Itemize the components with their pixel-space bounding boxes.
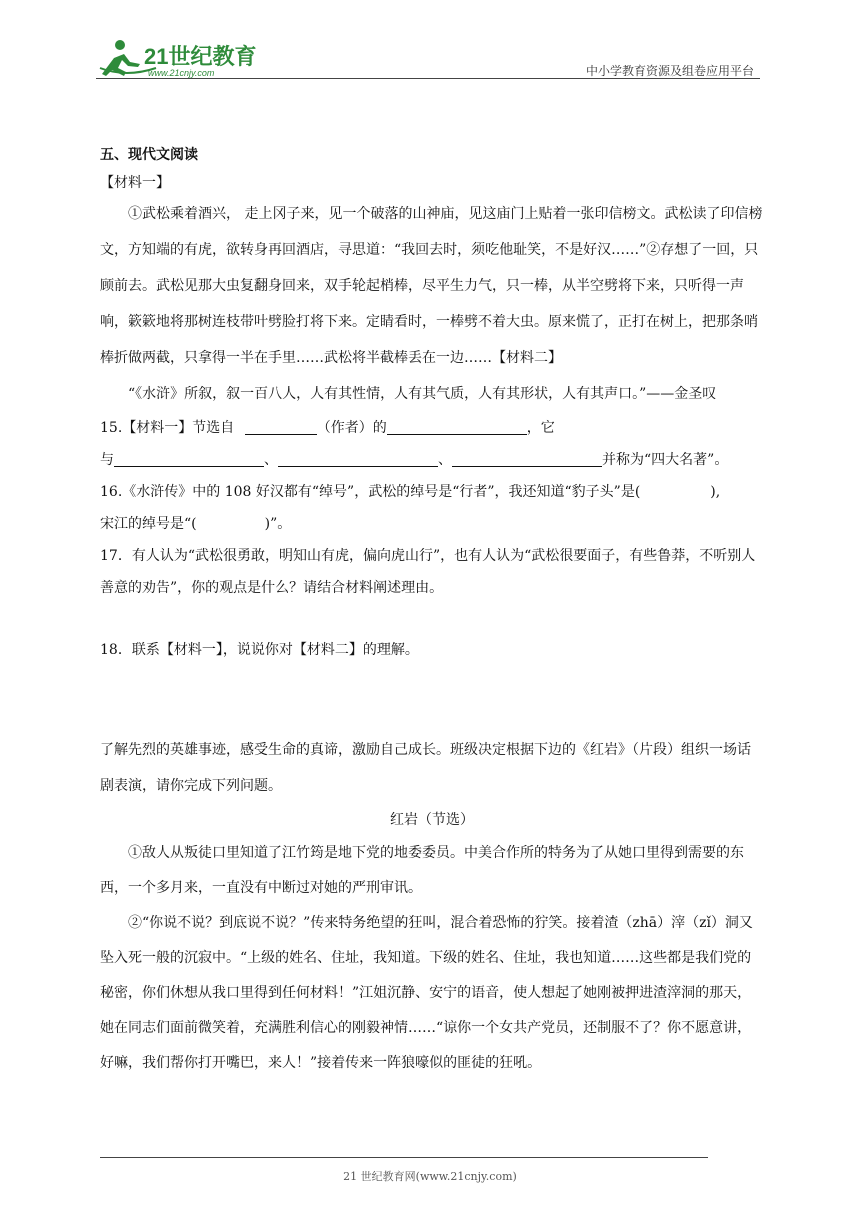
p2-text-a: ②“你说不说？到底说不说？”传来特务绝 <box>128 915 381 931</box>
part2-title: 红岩（节选） <box>390 812 474 828</box>
q15-author-blank[interactable] <box>245 418 317 435</box>
part2-paragraph-2 <box>100 906 764 1081</box>
q16-text-b: ), <box>710 484 721 500</box>
q15-text-c: ，它 <box>526 420 555 436</box>
question-16-line2 <box>100 508 764 540</box>
q15-text-b: （作者）的 <box>316 420 387 436</box>
q16-text-c: 宋江的绰号是“( <box>100 516 197 532</box>
p2-dotted-char-2: 毅 · <box>366 1020 380 1036</box>
q15-book-blank[interactable] <box>387 418 527 435</box>
question-15-line2 <box>100 444 764 476</box>
question-18: 18．联系【材料一】，说说你对【材料二】的理解。 <box>100 642 419 658</box>
logo-sub-text: www.21cnjy.com <box>148 68 215 78</box>
runner-logo-icon <box>96 38 266 80</box>
section-title: 五、现代文阅读 <box>100 147 198 163</box>
q15-blank-1[interactable] <box>114 450 264 467</box>
q15-sep-1: 、 <box>264 452 278 468</box>
q15-text-e: 并称为“四大名著”。 <box>602 452 729 468</box>
q15-blank-2[interactable] <box>278 450 438 467</box>
site-logo <box>96 38 266 80</box>
p2-text-c: 神情……“谅你一个女共产党员，还制服不了？你不愿意讲，好嘛，我们帮你打开嘴巴，来人！”接着传来一阵狼嚎似的匪徒的狂吼。 <box>100 1020 752 1071</box>
logo-main-text: 21世纪教育 <box>144 44 257 69</box>
part2-intro: 了解先烈的英雄事迹，感受生命的真谛，激励自己成长。班级决定根据下边的《红岩》（片段）组织一场话剧表演，请你完成下列问题。 <box>100 742 751 794</box>
footer-divider <box>100 1157 708 1158</box>
document-body <box>100 140 764 1081</box>
q15-sep-2: 、 <box>438 452 452 468</box>
header-divider <box>96 78 760 79</box>
material1-label: 【材料一】 <box>100 175 170 191</box>
p2-text-b: 的狂叫，混合着恐怖的狞笑。接着渣（zhā）滓（zǐ）洞又坠入死一般的沉寂中。“上级的姓名、住址，我知道。下级的姓名、住址，我也知道……这些都是我们党的秘密，你们休想从我口里得到任何材料！”江姐沉静、安宁的语音，使人想起了她刚被押进渣滓洞的那天，她在同志们面前微笑着，充满胜利信心的刚 <box>100 915 753 1036</box>
p2-dotted-char-1: 望 · <box>380 915 394 931</box>
q15-text-a: 15.【材料一】节选自 <box>100 420 235 436</box>
header-platform-text: 中小学教育资源及组卷应用平台 <box>585 64 754 78</box>
question-16-line1 <box>100 476 764 508</box>
q16-text-a: 16.《水浒传》中的 108 好汉都有“绰号”，武松的绰号是“行者”，我还知道“豹子头”是( <box>100 484 641 500</box>
material2-quote: “《水浒》所叙，叙一百八人，人有其性情，人有其气质，人有其形状，人有其声口。”——金圣叹 <box>128 386 717 402</box>
question-17: 17．有人认为“武松很勇敢，明知山有虎，偏向虎山行”，也有人认为“武松很要面子，有些鲁莽，不听别人善意的劝告”，你的观点是什么？请结合材料阐述理由。 <box>100 548 756 596</box>
q15-blank-3[interactable] <box>452 450 602 467</box>
q15-text-d: 与 <box>100 452 114 468</box>
question-15-line1 <box>100 412 764 444</box>
footer-text: 21 世纪教育网(www.21cnjy.com) <box>343 1170 517 1183</box>
part2-paragraph-1: ①敌人从叛徒口里知道了江竹筠是地下党的地委委员。中美合作所的特务为了从她口里得到需要的东西，一个多月来，一直没有中断过对她的严刑审讯。 <box>100 845 744 896</box>
q16-text-d: )”。 <box>264 516 292 532</box>
material1-paragraph: ①武松乘着酒兴， 走上冈子来，见一个破落的山神庙，见这庙门上贴着一张印信榜文。武松读了印信榜文，方知端的有虎，欲转身再回酒店，寻思道：“我回去时，须吃他耻笑，不是好汉……”②存想了一回，只顾前去。武松见那大虫复翻身回来，双手轮起梢棒，尽平生力气，只一棒，从半空劈将下来，只听得一声响，簌簌地将那树连枝带叶劈脸打将下来。定睛看时，一棒劈不着大虫。原来慌了，正打在树上，把那条哨棒折做两截，只拿得一半在手里……武松将半截棒丢在一边……【材料二】 <box>100 206 763 366</box>
